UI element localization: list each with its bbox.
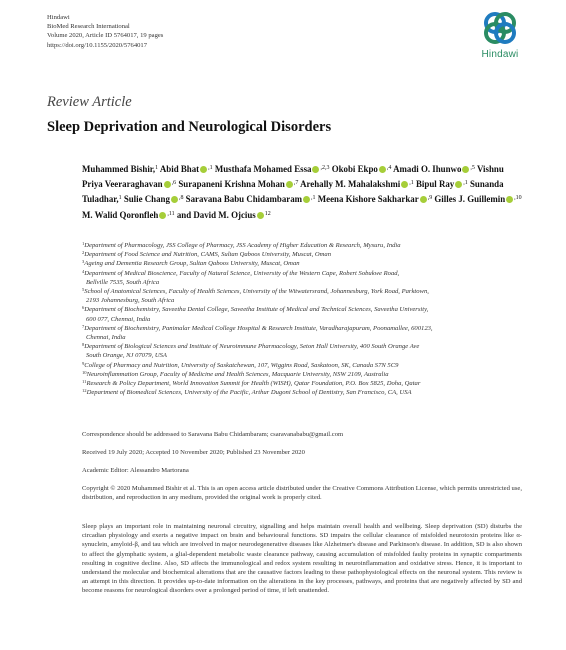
author-affiliation-ref: ,4: [386, 165, 392, 171]
logo-wordmark: Hindawi: [481, 49, 519, 60]
affiliation-number: 7: [82, 323, 85, 329]
affiliation-number: 6: [82, 305, 85, 311]
author-name[interactable]: Vishnu Priya Veeraraghavan: [82, 164, 504, 190]
affiliation-line: [82, 296, 522, 305]
doi-link[interactable]: https://doi.org/10.1155/2020/5764017: [47, 41, 148, 49]
author-affiliation-ref: ,2,3: [320, 165, 330, 171]
affiliation-text: South Orange, NJ 07079, USA: [86, 352, 167, 360]
hindawi-logo: [468, 8, 532, 70]
affiliation-line: [82, 315, 522, 324]
author-affiliation-ref: ,6: [171, 180, 177, 187]
author-name[interactable]: Amadi O. Ihunwo: [393, 164, 462, 174]
affiliation-text: 600 077, Chennai, India: [86, 315, 151, 323]
author-name[interactable]: Bipul Ray: [416, 179, 455, 190]
author-affiliation-ref: ,7: [293, 180, 299, 187]
author-list: [82, 162, 522, 223]
affiliation-text: Department of Pharmacology, JSS College of Pharmacy, JSS Academy of Higher Education & Research, Mysuru, India: [84, 242, 401, 249]
author-affiliation-ref: ,10: [514, 195, 522, 202]
author-affiliation-ref: ,8: [178, 195, 184, 202]
author-name[interactable]: Saravana Babu Chidambaram: [185, 194, 303, 205]
affiliation-text: College of Pharmacy and Nutrition, University of Saskatchewan, 107, Wiggins Road, Saskatoon, SK, Canada S7N 5C9: [84, 361, 399, 369]
affiliation-line: [82, 379, 522, 388]
orcid-icon[interactable]: [200, 166, 207, 173]
author-name[interactable]: Abid Bhat: [159, 164, 200, 174]
author-name[interactable]: Meena Kishore Sakharkar: [317, 194, 419, 205]
affiliation-line: [82, 342, 522, 351]
orcid-icon[interactable]: [164, 181, 171, 188]
affiliation-text: Department of Food Science and Nutrition, CAMS, Sultan Qaboos University, Muscat, Oman: [84, 251, 331, 259]
orcid-icon[interactable]: [506, 196, 513, 203]
correspondence: Correspondence should be addressed to Saravana Babu Chidambaram; csaravanababu@gmail.com: [82, 431, 344, 438]
orcid-icon[interactable]: [257, 212, 264, 219]
affiliation-number: 8: [82, 342, 85, 348]
affiliation-number: 3: [82, 259, 85, 265]
author-name[interactable]: and David M. Ojcius: [176, 209, 256, 220]
journal-meta: [47, 13, 163, 50]
author-affiliation-ref: ,9: [427, 195, 433, 202]
author-affiliation-ref: ,11: [167, 210, 175, 217]
author-name[interactable]: Surapaneni Krishna Mohan: [178, 179, 285, 190]
volume-line: Volume 2020, Article ID 5764017, 19 pages: [47, 32, 164, 40]
author-name[interactable]: Gilles J. Guillemin: [434, 194, 506, 205]
author-name[interactable]: M. Walid Qoronfleh: [82, 209, 159, 220]
affiliation-line: [82, 361, 522, 370]
affiliation-text: Research & Policy Department, World Innovation Summit for Health (WISH), Qatar Foundation, P.O. Box 5825, Doha, Qatar: [86, 380, 421, 388]
affiliation-line: [82, 333, 522, 342]
orcid-icon[interactable]: [286, 181, 293, 188]
affiliation-line: [82, 269, 522, 278]
author-name[interactable]: Muhammed Bishir,: [82, 164, 156, 174]
affiliation-line: [82, 287, 522, 296]
affiliation-text: Ageing and Dementia Research Group, Sultan Qaboos University, Muscat, Oman: [84, 260, 300, 268]
affiliation-line: [82, 241, 522, 250]
orcid-icon[interactable]: [303, 196, 310, 203]
author-name[interactable]: Arehally M. Mahalakshmi: [300, 179, 401, 190]
journal-name: Hindawi: [47, 14, 70, 21]
affiliation-text: 2193 Johannesburg, South Africa: [86, 297, 175, 305]
affiliation-number: 2: [82, 250, 85, 256]
author-name[interactable]: Musthafa Mohamed Essa: [214, 164, 312, 174]
author-affiliation-ref: ,1: [463, 180, 468, 187]
affiliation-number: 12: [82, 388, 87, 394]
orcid-icon[interactable]: [171, 196, 178, 203]
affiliation-number: 9: [82, 360, 85, 366]
affiliation-number: 4: [82, 268, 85, 274]
author-affiliation-ref: ,1: [409, 180, 414, 187]
orcid-icon[interactable]: [462, 166, 469, 173]
author-name[interactable]: Sulie Chang: [123, 194, 170, 205]
author-affiliation-ref: ,1: [311, 195, 316, 202]
affiliation-text: Neuroinflammation Group, Faculty of Medicine and Health Sciences, Macquarie University, NSW 2109, Australia: [86, 370, 389, 378]
affiliation-line: [82, 305, 522, 314]
affiliation-line: [82, 259, 522, 268]
author-affiliation-ref: ,5: [470, 165, 475, 171]
affiliation-line: [82, 351, 522, 360]
article-type: Review Article: [47, 94, 132, 110]
academic-editor: Academic Editor: Alessandro Martorana: [82, 467, 189, 474]
abstract: Sleep plays an important role in maintaining neuronal circuitry, signalling and helps maintain overall health and wellbeing. Sleep deprivation (SD) disturbs the circadian physiology and exerts a negative impact on brain and behavioural functions. SD impairs the cellular clearance of misfolded neurotoxin proteins like α-synuclein, amyloid-β, and tau which are involved in major neurodegenerative diseases like Alzheimer's disease and Parkinson's disease. In addition, SD is also shown to affect the glymphatic system, a glial-dependent metabolic waste clearance pathway, causing accumulation of misfolded faulty proteins in synaptic compartments resulting in cognitive decline. Also, SD affects the immunological and redox system resulting in neuroinflammation and oxidative stress. Hence, it is important to understand the molecular and biochemical alterations that are the causative factors leading to these pathophysiological effects on the neuronal system. This review is an attempt in this direction. It provides up-to-date information on the alterations in the key processes, pathways, and proteins that are negatively affected by SD and become reasons for neurological disorders over a prolonged period of time, if left unattended.: [82, 523, 522, 595]
author-name[interactable]: Sunanda Tuladhar,: [82, 179, 504, 205]
affiliation-line: [82, 388, 522, 397]
affiliation-line: [82, 250, 522, 259]
affiliation-text: Department of Medical Bioscience, Faculty of Natural Science, University of the Western Cape, Robert Sobukwe Road,: [84, 269, 400, 277]
affiliation-text: Department of Biochemistry, Panimalar Medical College Hospital & Research Institute, Varadharajapuram, Poonamallee, 600123,: [84, 324, 433, 332]
affiliation-text: Department of Biomedical Sciences, University of the Pacific, Arthur Dugoni School of Dentistry, San Francisco, CA, USA: [86, 389, 412, 397]
affiliation-text: Chennai, India: [86, 334, 126, 342]
dates: Received 19 July 2020; Accepted 10 November 2020; Published 23 November 2020: [82, 449, 305, 456]
affiliations: [82, 241, 522, 397]
hindawi-logo-icon: [480, 8, 520, 48]
affiliation-text: Department of Biochemistry, Saveetha Dental College, Saveetha Institute of Medical and Technical Sciences, Saveetha University,: [84, 306, 429, 314]
author-name[interactable]: Okobi Ekpo: [331, 164, 378, 174]
publication-name: BioMed Research International: [47, 23, 130, 31]
affiliation-text: Department of Biological Sciences and Institute of Neuroimmune Pharmacology, Seton Hall University, 400 South Orange Ave: [84, 343, 420, 351]
author-affiliation-ref: 1: [118, 195, 122, 202]
affiliation-number: 5: [82, 287, 85, 293]
orcid-icon[interactable]: [159, 212, 166, 219]
affiliation-number: 11: [82, 379, 87, 385]
orcid-icon[interactable]: [379, 166, 386, 173]
affiliation-line: [82, 324, 522, 333]
affiliation-number: 1: [82, 241, 85, 246]
author-affiliation-ref: ,1: [208, 165, 213, 171]
copyright: Copyright © 2020 Muhammed Bishir et al. This is an open access article distributed under the Creative Commons Attribution License, which permits unrestricted use, distribution, and reproduction in any medium, provided the original work is properly cited.: [82, 485, 522, 502]
author-affiliation-ref: 12: [264, 210, 271, 217]
affiliation-text: Bellville 7535, South Africa: [86, 278, 160, 286]
orcid-icon[interactable]: [401, 181, 408, 188]
page-title: Sleep Deprivation and Neurological Disorders: [47, 119, 332, 135]
author-affiliation-ref: 1: [155, 165, 159, 171]
orcid-icon[interactable]: [420, 196, 427, 203]
affiliation-line: [82, 278, 522, 287]
orcid-icon[interactable]: [455, 181, 462, 188]
affiliation-number: 10: [82, 369, 87, 375]
orcid-icon[interactable]: [312, 166, 319, 173]
affiliation-line: [82, 370, 522, 379]
affiliation-text: School of Anatomical Sciences, Faculty of Health Sciences, University of the Witwatersrand, Johannesburg, York Road, Parktown,: [84, 288, 429, 296]
